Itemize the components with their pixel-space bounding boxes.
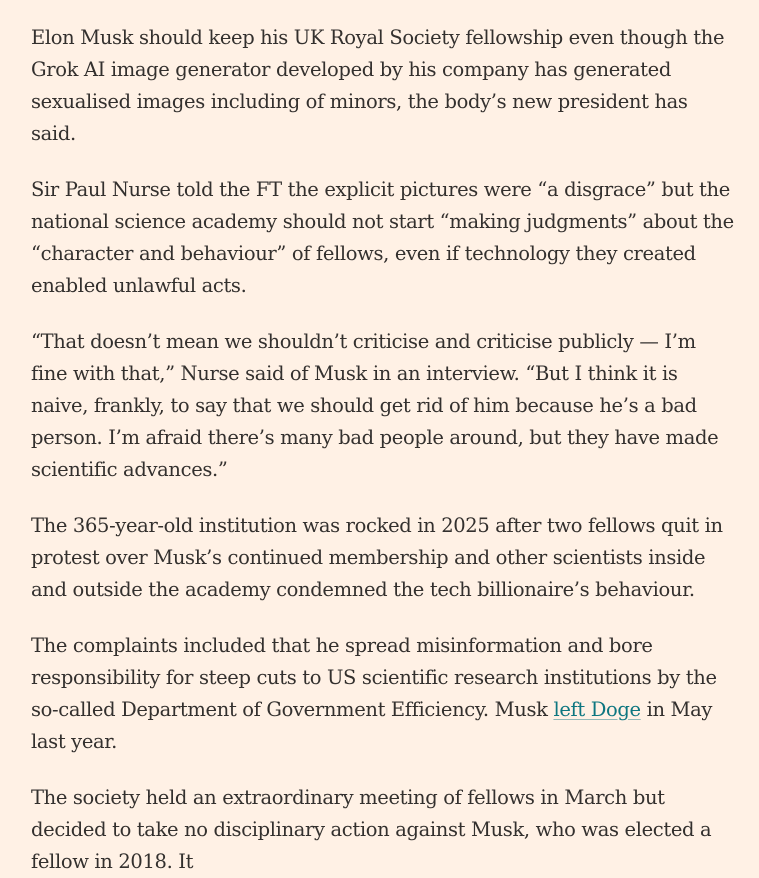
- paragraph-5: [31, 630, 737, 758]
- paragraph-6: The society held an extraordinary meeting of fellows in March but decided to take no disciplinary action against Musk, who was elected a fellow in 2018. It: [31, 786, 712, 873]
- paragraph-2: Sir Paul Nurse told the FT the explicit pictures were “a disgrace” but the national science academy should not start “making judgments” about the “character and behaviour” of fellows, even if technology they created enabled unlawful acts.: [31, 178, 734, 297]
- paragraph-4: The 365-year-old institution was rocked in 2025 after two fellows quit in protest over Musk’s continued membership and other scientists inside and outside the academy condemned the tech billionaire’s behaviour.: [31, 514, 723, 601]
- left-doge-link[interactable]: left Doge: [553, 698, 641, 721]
- paragraph-5-text-before: The complaints included that he spread misinformation and bore responsibility for steep cuts to US scientific research institutions by the so-called Department of Government Efficiency. Musk: [31, 634, 717, 721]
- paragraph-1: Elon Musk should keep his UK Royal Society fellowship even though the Grok AI image generator developed by his company has generated sexualised images including of minors, the body’s new president has said.: [31, 26, 725, 145]
- paragraph-5-text-after: in May last year.: [31, 698, 713, 753]
- paragraph-3: “That doesn’t mean we shouldn’t criticise and criticise publicly — I’m fine with that,” Nurse said of Musk in an interview. “But I think it is naive, frankly, to say that we should get rid of him because he’s a bad person. I’m afraid there’s many bad people around, but they have made scientific advances.”: [31, 330, 719, 481]
